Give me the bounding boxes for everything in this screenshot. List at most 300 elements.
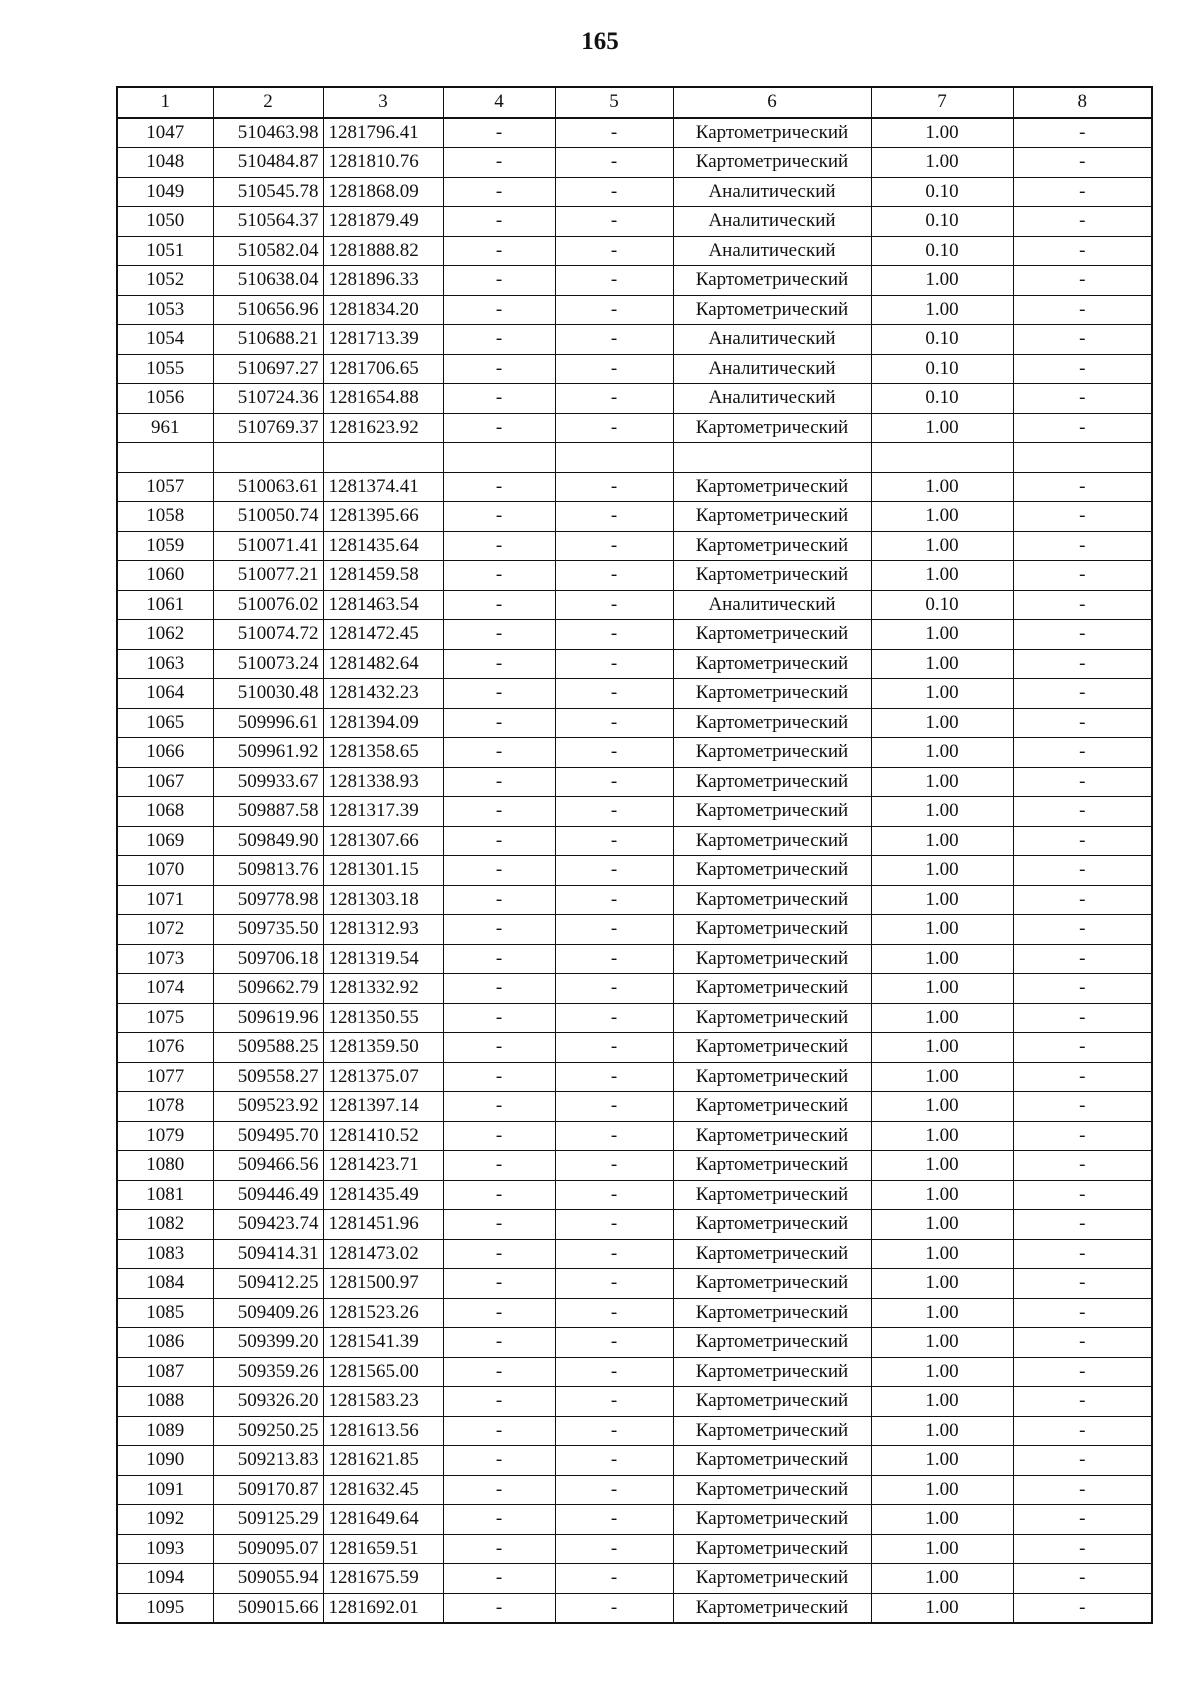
y-coordinate-cell: 1281451.96 xyxy=(323,1210,443,1240)
col8-cell: - xyxy=(1013,679,1152,709)
header-cell: 1 xyxy=(117,87,213,118)
col4-cell: - xyxy=(443,1239,555,1269)
x-coordinate-cell: 509523.92 xyxy=(213,1092,323,1122)
accuracy-cell: 1.00 xyxy=(871,1210,1013,1240)
x-coordinate-cell: 509015.66 xyxy=(213,1593,323,1623)
y-coordinate-cell: 1281463.54 xyxy=(323,590,443,620)
y-coordinate-cell: 1281879.49 xyxy=(323,207,443,237)
col8-cell: - xyxy=(1013,295,1152,325)
point-number-cell: 1056 xyxy=(117,384,213,414)
table-row xyxy=(117,1564,1152,1594)
y-coordinate-cell: 1281359.50 xyxy=(323,1033,443,1063)
col5-cell: - xyxy=(555,974,673,1004)
x-coordinate-cell: 509961.92 xyxy=(213,738,323,768)
point-number-cell: 1082 xyxy=(117,1210,213,1240)
header-cell: 4 xyxy=(443,87,555,118)
col4-cell: - xyxy=(443,148,555,178)
method-cell: Картометрический xyxy=(673,1298,871,1328)
method-cell: Картометрический xyxy=(673,118,871,148)
col5-cell: - xyxy=(555,1416,673,1446)
table-row xyxy=(117,561,1152,591)
y-coordinate-cell: 1281868.09 xyxy=(323,177,443,207)
y-coordinate-cell: 1281472.45 xyxy=(323,620,443,650)
point-number-cell: 1047 xyxy=(117,118,213,148)
method-cell: Картометрический xyxy=(673,885,871,915)
col8-cell: - xyxy=(1013,944,1152,974)
y-coordinate-cell: 1281810.76 xyxy=(323,148,443,178)
point-number-cell: 1070 xyxy=(117,856,213,886)
accuracy-cell: 1.00 xyxy=(871,1180,1013,1210)
col8-cell: - xyxy=(1013,384,1152,414)
accuracy-cell: 1.00 xyxy=(871,679,1013,709)
y-coordinate-cell: 1281541.39 xyxy=(323,1328,443,1358)
table-row xyxy=(117,767,1152,797)
col8-cell: - xyxy=(1013,708,1152,738)
col5-cell: - xyxy=(555,502,673,532)
x-coordinate-cell: 509409.26 xyxy=(213,1298,323,1328)
col4-cell xyxy=(443,443,555,473)
accuracy-cell: 1.00 xyxy=(871,1534,1013,1564)
col8-cell: - xyxy=(1013,1446,1152,1476)
point-number-cell: 1083 xyxy=(117,1239,213,1269)
x-coordinate-cell: 509359.26 xyxy=(213,1357,323,1387)
col8-cell: - xyxy=(1013,1180,1152,1210)
table-row xyxy=(117,1446,1152,1476)
col8-cell: - xyxy=(1013,118,1152,148)
col4-cell: - xyxy=(443,885,555,915)
method-cell: Картометрический xyxy=(673,944,871,974)
col5-cell xyxy=(555,443,673,473)
y-coordinate-cell: 1281307.66 xyxy=(323,826,443,856)
x-coordinate-cell: 510724.36 xyxy=(213,384,323,414)
col4-cell: - xyxy=(443,1180,555,1210)
col4-cell: - xyxy=(443,1357,555,1387)
table-row xyxy=(117,325,1152,355)
point-number-cell: 1071 xyxy=(117,885,213,915)
col5-cell: - xyxy=(555,649,673,679)
table-row xyxy=(117,1092,1152,1122)
accuracy-cell: 0.10 xyxy=(871,207,1013,237)
table-row xyxy=(117,620,1152,650)
y-coordinate-cell: 1281565.00 xyxy=(323,1357,443,1387)
x-coordinate-cell xyxy=(213,443,323,473)
y-coordinate-cell: 1281888.82 xyxy=(323,236,443,266)
accuracy-cell: 1.00 xyxy=(871,797,1013,827)
method-cell: Картометрический xyxy=(673,266,871,296)
point-number-cell: 961 xyxy=(117,413,213,443)
method-cell: Картометрический xyxy=(673,1269,871,1299)
y-coordinate-cell: 1281613.56 xyxy=(323,1416,443,1446)
method-cell: Картометрический xyxy=(673,620,871,650)
x-coordinate-cell: 510074.72 xyxy=(213,620,323,650)
point-number-cell: 1055 xyxy=(117,354,213,384)
table-row xyxy=(117,856,1152,886)
point-number-cell: 1079 xyxy=(117,1121,213,1151)
col8-cell: - xyxy=(1013,1328,1152,1358)
col5-cell: - xyxy=(555,561,673,591)
table-row xyxy=(117,649,1152,679)
col4-cell: - xyxy=(443,679,555,709)
col8-cell: - xyxy=(1013,472,1152,502)
col5-cell: - xyxy=(555,413,673,443)
method-cell: Картометрический xyxy=(673,1328,871,1358)
point-number-cell: 1069 xyxy=(117,826,213,856)
method-cell: Аналитический xyxy=(673,325,871,355)
col5-cell: - xyxy=(555,1534,673,1564)
table-row xyxy=(117,502,1152,532)
accuracy-cell: 1.00 xyxy=(871,649,1013,679)
point-number-cell: 1092 xyxy=(117,1505,213,1535)
point-number-cell: 1060 xyxy=(117,561,213,591)
table-header xyxy=(117,87,1152,118)
method-cell: Картометрический xyxy=(673,1446,871,1476)
col4-cell: - xyxy=(443,1151,555,1181)
point-number-cell: 1066 xyxy=(117,738,213,768)
col5-cell: - xyxy=(555,1062,673,1092)
x-coordinate-cell: 509813.76 xyxy=(213,856,323,886)
col5-cell: - xyxy=(555,295,673,325)
col5-cell: - xyxy=(555,679,673,709)
col5-cell: - xyxy=(555,1564,673,1594)
y-coordinate-cell: 1281374.41 xyxy=(323,472,443,502)
method-cell: Аналитический xyxy=(673,177,871,207)
point-number-cell: 1087 xyxy=(117,1357,213,1387)
y-coordinate-cell: 1281459.58 xyxy=(323,561,443,591)
col5-cell: - xyxy=(555,1269,673,1299)
col5-cell: - xyxy=(555,915,673,945)
x-coordinate-cell: 509326.20 xyxy=(213,1387,323,1417)
table-row xyxy=(117,207,1152,237)
accuracy-cell: 0.10 xyxy=(871,354,1013,384)
table-row xyxy=(117,177,1152,207)
x-coordinate-cell: 509095.07 xyxy=(213,1534,323,1564)
col4-cell: - xyxy=(443,472,555,502)
y-coordinate-cell: 1281358.65 xyxy=(323,738,443,768)
method-cell: Картометрический xyxy=(673,1387,871,1417)
col4-cell: - xyxy=(443,531,555,561)
col5-cell: - xyxy=(555,1003,673,1033)
method-cell: Аналитический xyxy=(673,207,871,237)
table-row xyxy=(117,295,1152,325)
header-cell: 8 xyxy=(1013,87,1152,118)
x-coordinate-cell: 510063.61 xyxy=(213,472,323,502)
point-number-cell: 1073 xyxy=(117,944,213,974)
col5-cell: - xyxy=(555,826,673,856)
col4-cell: - xyxy=(443,236,555,266)
x-coordinate-cell: 509662.79 xyxy=(213,974,323,1004)
col4-cell: - xyxy=(443,354,555,384)
col5-cell: - xyxy=(555,1151,673,1181)
y-coordinate-cell: 1281482.64 xyxy=(323,649,443,679)
table-row xyxy=(117,1328,1152,1358)
x-coordinate-cell: 510073.24 xyxy=(213,649,323,679)
table-row xyxy=(117,1416,1152,1446)
point-number-cell: 1084 xyxy=(117,1269,213,1299)
col8-cell: - xyxy=(1013,1505,1152,1535)
x-coordinate-cell: 510656.96 xyxy=(213,295,323,325)
method-cell: Картометрический xyxy=(673,915,871,945)
y-coordinate-cell: 1281621.85 xyxy=(323,1446,443,1476)
col8-cell: - xyxy=(1013,1033,1152,1063)
y-coordinate-cell: 1281319.54 xyxy=(323,944,443,974)
table-row xyxy=(117,738,1152,768)
col8-cell: - xyxy=(1013,620,1152,650)
method-cell: Картометрический xyxy=(673,148,871,178)
col5-cell: - xyxy=(555,767,673,797)
y-coordinate-cell: 1281692.01 xyxy=(323,1593,443,1623)
table-row xyxy=(117,148,1152,178)
table-row xyxy=(117,531,1152,561)
col5-cell: - xyxy=(555,944,673,974)
table-row xyxy=(117,826,1152,856)
table-row xyxy=(117,885,1152,915)
point-number-cell: 1057 xyxy=(117,472,213,502)
method-cell: Аналитический xyxy=(673,590,871,620)
col5-cell: - xyxy=(555,354,673,384)
table-row xyxy=(117,974,1152,1004)
col5-cell: - xyxy=(555,1328,673,1358)
col4-cell: - xyxy=(443,708,555,738)
y-coordinate-cell: 1281523.26 xyxy=(323,1298,443,1328)
accuracy-cell: 1.00 xyxy=(871,856,1013,886)
header-cell: 2 xyxy=(213,87,323,118)
x-coordinate-cell: 510076.02 xyxy=(213,590,323,620)
table-row xyxy=(117,1593,1152,1623)
point-number-cell: 1095 xyxy=(117,1593,213,1623)
x-coordinate-cell: 509250.25 xyxy=(213,1416,323,1446)
col4-cell: - xyxy=(443,207,555,237)
point-number-cell: 1067 xyxy=(117,767,213,797)
accuracy-cell: 1.00 xyxy=(871,1564,1013,1594)
accuracy-cell: 1.00 xyxy=(871,1357,1013,1387)
col5-cell: - xyxy=(555,1446,673,1476)
x-coordinate-cell: 510688.21 xyxy=(213,325,323,355)
method-cell: Картометрический xyxy=(673,856,871,886)
method-cell: Картометрический xyxy=(673,1151,871,1181)
method-cell: Картометрический xyxy=(673,413,871,443)
col8-cell: - xyxy=(1013,502,1152,532)
table-row xyxy=(117,1062,1152,1092)
col4-cell: - xyxy=(443,1121,555,1151)
accuracy-cell: 1.00 xyxy=(871,738,1013,768)
y-coordinate-cell: 1281395.66 xyxy=(323,502,443,532)
x-coordinate-cell: 509619.96 xyxy=(213,1003,323,1033)
point-number-cell: 1076 xyxy=(117,1033,213,1063)
method-cell: Картометрический xyxy=(673,1003,871,1033)
col8-cell: - xyxy=(1013,177,1152,207)
point-number-cell: 1065 xyxy=(117,708,213,738)
y-coordinate-cell: 1281896.33 xyxy=(323,266,443,296)
y-coordinate-cell xyxy=(323,443,443,473)
table-row xyxy=(117,679,1152,709)
accuracy-cell: 1.00 xyxy=(871,1387,1013,1417)
table-row xyxy=(117,1534,1152,1564)
col8-cell: - xyxy=(1013,1593,1152,1623)
table-row xyxy=(117,472,1152,502)
x-coordinate-cell: 509412.25 xyxy=(213,1269,323,1299)
y-coordinate-cell: 1281654.88 xyxy=(323,384,443,414)
accuracy-cell: 1.00 xyxy=(871,1593,1013,1623)
x-coordinate-cell: 510071.41 xyxy=(213,531,323,561)
point-number-cell: 1090 xyxy=(117,1446,213,1476)
accuracy-cell: 1.00 xyxy=(871,1269,1013,1299)
method-cell: Аналитический xyxy=(673,384,871,414)
header-cell: 6 xyxy=(673,87,871,118)
col5-cell: - xyxy=(555,472,673,502)
y-coordinate-cell: 1281435.64 xyxy=(323,531,443,561)
y-coordinate-cell: 1281301.15 xyxy=(323,856,443,886)
accuracy-cell: 0.10 xyxy=(871,384,1013,414)
col8-cell: - xyxy=(1013,797,1152,827)
col4-cell: - xyxy=(443,295,555,325)
table-row xyxy=(117,1387,1152,1417)
method-cell: Картометрический xyxy=(673,738,871,768)
col4-cell: - xyxy=(443,413,555,443)
col5-cell: - xyxy=(555,1593,673,1623)
col8-cell: - xyxy=(1013,354,1152,384)
header-cell: 5 xyxy=(555,87,673,118)
col4-cell: - xyxy=(443,266,555,296)
col8-cell: - xyxy=(1013,1092,1152,1122)
x-coordinate-cell: 509735.50 xyxy=(213,915,323,945)
header-cell: 3 xyxy=(323,87,443,118)
method-cell: Картометрический xyxy=(673,708,871,738)
point-number-cell: 1053 xyxy=(117,295,213,325)
table-body xyxy=(117,118,1152,1624)
table-row xyxy=(117,1505,1152,1535)
point-number-cell: 1074 xyxy=(117,974,213,1004)
x-coordinate-cell: 509414.31 xyxy=(213,1239,323,1269)
method-cell: Картометрический xyxy=(673,1092,871,1122)
col8-cell: - xyxy=(1013,236,1152,266)
method-cell xyxy=(673,443,871,473)
point-number-cell: 1062 xyxy=(117,620,213,650)
table-row xyxy=(117,266,1152,296)
point-number-cell: 1089 xyxy=(117,1416,213,1446)
y-coordinate-cell: 1281623.92 xyxy=(323,413,443,443)
col8-cell: - xyxy=(1013,590,1152,620)
accuracy-cell: 1.00 xyxy=(871,1505,1013,1535)
col5-cell: - xyxy=(555,708,673,738)
y-coordinate-cell: 1281317.39 xyxy=(323,797,443,827)
point-number-cell: 1072 xyxy=(117,915,213,945)
point-number-cell: 1058 xyxy=(117,502,213,532)
col5-cell: - xyxy=(555,1033,673,1063)
col8-cell: - xyxy=(1013,649,1152,679)
x-coordinate-cell: 509495.70 xyxy=(213,1121,323,1151)
header-row xyxy=(117,87,1152,118)
method-cell: Картометрический xyxy=(673,1357,871,1387)
col5-cell: - xyxy=(555,177,673,207)
col8-cell: - xyxy=(1013,1269,1152,1299)
accuracy-cell: 1.00 xyxy=(871,1033,1013,1063)
col8-cell: - xyxy=(1013,1416,1152,1446)
accuracy-cell xyxy=(871,443,1013,473)
col5-cell: - xyxy=(555,325,673,355)
accuracy-cell: 0.10 xyxy=(871,590,1013,620)
method-cell: Картометрический xyxy=(673,1180,871,1210)
accuracy-cell: 1.00 xyxy=(871,1239,1013,1269)
accuracy-cell: 1.00 xyxy=(871,915,1013,945)
point-number-cell: 1049 xyxy=(117,177,213,207)
method-cell: Картометрический xyxy=(673,295,871,325)
point-number-cell: 1051 xyxy=(117,236,213,266)
col5-cell: - xyxy=(555,118,673,148)
table-row xyxy=(117,1298,1152,1328)
col8-cell: - xyxy=(1013,856,1152,886)
col8-cell: - xyxy=(1013,1387,1152,1417)
point-number-cell: 1091 xyxy=(117,1475,213,1505)
x-coordinate-cell: 509055.94 xyxy=(213,1564,323,1594)
y-coordinate-cell: 1281632.45 xyxy=(323,1475,443,1505)
x-coordinate-cell: 509558.27 xyxy=(213,1062,323,1092)
col8-cell: - xyxy=(1013,974,1152,1004)
col4-cell: - xyxy=(443,325,555,355)
accuracy-cell: 0.10 xyxy=(871,236,1013,266)
method-cell: Картометрический xyxy=(673,1210,871,1240)
col4-cell: - xyxy=(443,1475,555,1505)
col5-cell: - xyxy=(555,1505,673,1535)
col4-cell: - xyxy=(443,1328,555,1358)
table-row xyxy=(117,944,1152,974)
accuracy-cell: 1.00 xyxy=(871,1416,1013,1446)
method-cell: Картометрический xyxy=(673,561,871,591)
col8-cell: - xyxy=(1013,738,1152,768)
table-row xyxy=(117,354,1152,384)
accuracy-cell: 1.00 xyxy=(871,885,1013,915)
point-number-cell: 1068 xyxy=(117,797,213,827)
y-coordinate-cell: 1281834.20 xyxy=(323,295,443,325)
col4-cell: - xyxy=(443,118,555,148)
point-number-cell: 1086 xyxy=(117,1328,213,1358)
col4-cell: - xyxy=(443,502,555,532)
y-coordinate-cell: 1281350.55 xyxy=(323,1003,443,1033)
col4-cell: - xyxy=(443,797,555,827)
table-row xyxy=(117,1210,1152,1240)
accuracy-cell: 1.00 xyxy=(871,708,1013,738)
method-cell: Картометрический xyxy=(673,472,871,502)
col5-cell: - xyxy=(555,384,673,414)
table-row xyxy=(117,1151,1152,1181)
method-cell: Картометрический xyxy=(673,1593,871,1623)
point-number-cell: 1048 xyxy=(117,148,213,178)
x-coordinate-cell: 509125.29 xyxy=(213,1505,323,1535)
method-cell: Картометрический xyxy=(673,1239,871,1269)
y-coordinate-cell: 1281713.39 xyxy=(323,325,443,355)
col4-cell: - xyxy=(443,1564,555,1594)
col8-cell: - xyxy=(1013,915,1152,945)
col5-cell: - xyxy=(555,1298,673,1328)
x-coordinate-cell: 509588.25 xyxy=(213,1033,323,1063)
table-row xyxy=(117,1180,1152,1210)
col8-cell: - xyxy=(1013,207,1152,237)
x-coordinate-cell: 509466.56 xyxy=(213,1151,323,1181)
y-coordinate-cell: 1281303.18 xyxy=(323,885,443,915)
accuracy-cell: 1.00 xyxy=(871,1151,1013,1181)
method-cell: Картометрический xyxy=(673,767,871,797)
point-number-cell: 1064 xyxy=(117,679,213,709)
col4-cell: - xyxy=(443,1593,555,1623)
accuracy-cell: 1.00 xyxy=(871,1092,1013,1122)
table-row xyxy=(117,1239,1152,1269)
col8-cell: - xyxy=(1013,1239,1152,1269)
col8-cell: - xyxy=(1013,1062,1152,1092)
col4-cell: - xyxy=(443,1210,555,1240)
point-number-cell: 1075 xyxy=(117,1003,213,1033)
method-cell: Картометрический xyxy=(673,502,871,532)
y-coordinate-cell: 1281338.93 xyxy=(323,767,443,797)
accuracy-cell: 1.00 xyxy=(871,1328,1013,1358)
